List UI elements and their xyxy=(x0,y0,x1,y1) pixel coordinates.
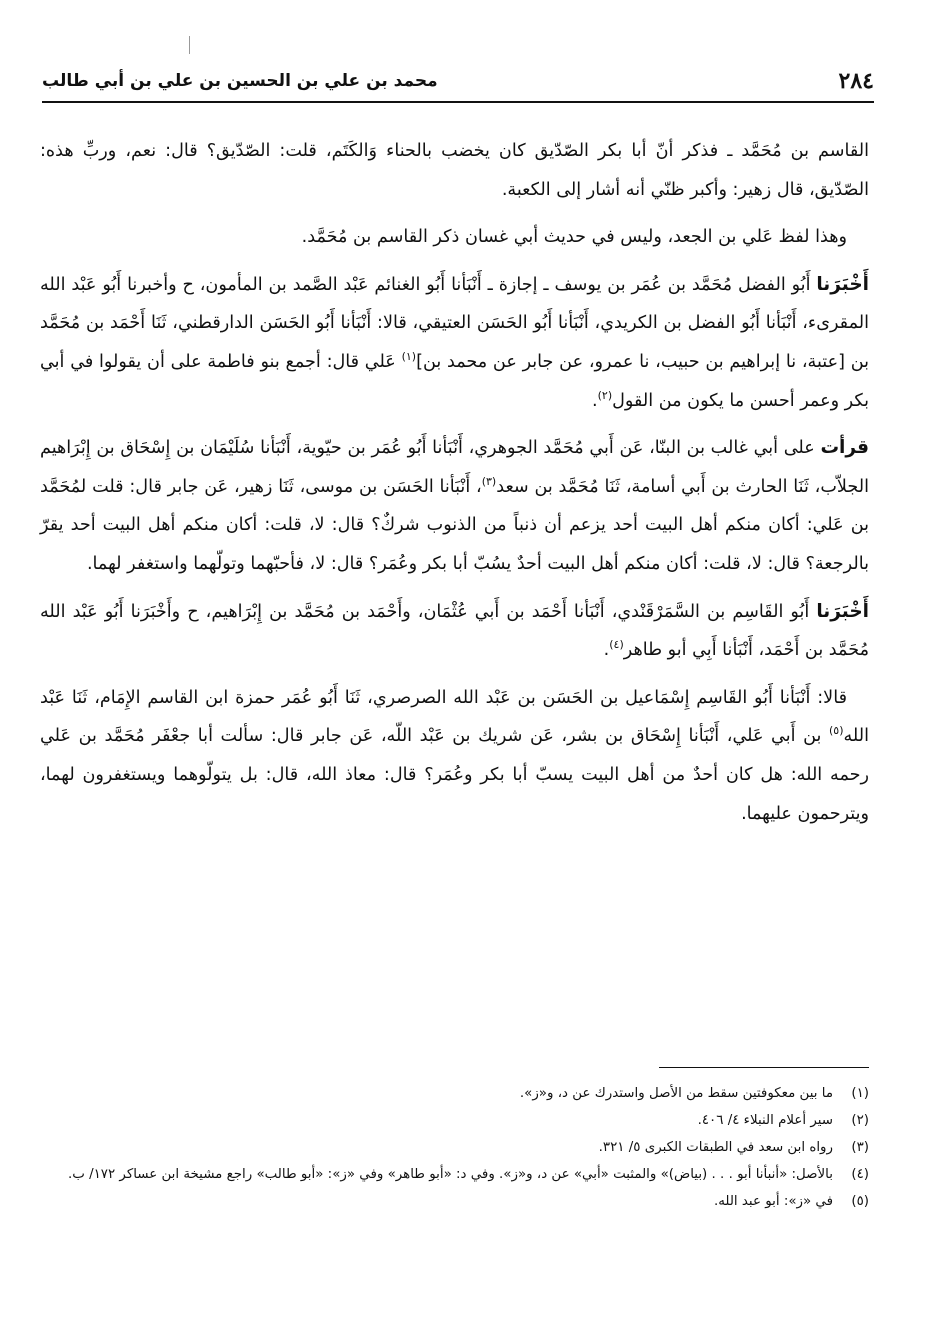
footnote-number: (٢) xyxy=(851,1113,869,1128)
paragraph-6-text-b: بن أَبي عَلي، أَنْبَأنا إِسْحَاق بن بشر، عَن شريك بن عَبْد اللّه، عَن جابر قال: سألت أبا جعْفَر مُحَمَّد بن عَلي رحمه الله: هل كان أحدٌ من أهل البيت يسبّ أبا بكر وعُمَر؟ قال: معاذ الله، قال: بل يتولّوهما ويستغفرون لهما، ويترحمون عليهما. xyxy=(40,726,869,824)
footnote-number: (١) xyxy=(851,1086,869,1101)
footnote-number: (٤) xyxy=(851,1167,869,1182)
main-text xyxy=(40,132,869,833)
paragraph-6 xyxy=(40,679,869,833)
gutter-mark xyxy=(189,36,190,54)
footnote-text: ما بين معكوفتين سقط من الأصل واستدرك عن د، و«ز». xyxy=(519,1086,833,1101)
paragraph-3 xyxy=(40,266,869,420)
footnote-text: بالأصل: «أنبأنا أبو . . . (بياض)» والمثبت «أبي» عن د، و«ز». وفي د: «أبو طاهر» وفي «ز»: «أبو طالب» راجع مشيخة ابن عساكر ١٧٢/ ب. xyxy=(67,1167,833,1182)
page-number: ٢٨٤ xyxy=(838,68,874,94)
footnote-2 xyxy=(40,1107,869,1134)
paragraph-3-text-a: أَبُو الفضل مُحَمَّد بن عُمَر بن يوسف ـ إجازة ـ أَنْبَأنا أَبُو الغنائم عَبْد الصَّمد بن المأمون، ح وأخبرنا أَبُو عَبْد الله المقرىء، أَنْبَأنا أَبُو الفضل بن الكريدي، أَنْبَأنا أَبُو الحَسَن العتيقي، قالا: أَنْبَأنا أَبُو الحَسَن الدارقطني، ثَنَا أَحْمَد بن مُحَمَّد بن [عتبة، نا إبراهيم بن حبيب، نا عمرو، عن جابر عن محمد بن] xyxy=(40,274,869,372)
footnote-number: (٥) xyxy=(851,1194,869,1209)
paragraph-1: القاسم بن مُحَمَّد ـ فذكر أنّ أبا بكر الصّدّيق كان يخضب بالحناء وَالكَتَم، قلت: الصّدّيق؟ قال: نعم، وربِّ هذه: الصّدّيق، قال زهير: وأكبر ظنّي أنه أشار إلى الكعبة. xyxy=(40,141,869,200)
footnote-5 xyxy=(40,1188,869,1215)
footnote-marker-2[interactable]: (٢) xyxy=(597,388,613,402)
running-title: محمد بن علي بن الحسين بن علي بن أبي طالب xyxy=(42,71,438,91)
footnote-4 xyxy=(40,1161,869,1188)
keyword-qaraat: قرأت xyxy=(820,437,869,459)
header-rule xyxy=(42,101,874,103)
footnote-marker-3[interactable]: (٣) xyxy=(481,474,497,488)
page-header xyxy=(42,64,874,98)
footnote-text: رواه ابن سعد في الطبقات الكبرى ٥/ ٣٢١. xyxy=(598,1140,833,1155)
footnote-marker-5[interactable]: (٥) xyxy=(828,724,844,738)
footnote-number: (٣) xyxy=(851,1140,869,1155)
footnote-text: سير أعلام النبلاء ٤/ ٤٠٦. xyxy=(697,1113,833,1128)
footnote-3 xyxy=(40,1134,869,1161)
paragraph-5-text-a: أَبُو القَاسِم بن السَّمَرْقَنْدي، أَنْبَأنا أَحْمَد بن أَبي عُثْمَان، وأَحْمَد بن مُحَمَّد بن إِبْرَاهيم، ح وأَخْبَرَنا أَبُو عَبْد الله مُحَمَّد بن أَحْمَد، أَنْبَأنا أَبِي أبو طاهر xyxy=(40,601,869,661)
footnotes xyxy=(40,1080,869,1215)
footnote-marker-4[interactable]: (٤) xyxy=(609,638,624,652)
keyword-akhbarana-2: أَخْبَرَنا xyxy=(816,600,869,622)
footnote-1 xyxy=(40,1080,869,1107)
paragraph-2: وهذا لفظ عَلي بن الجعد، وليس في حديث أبي غسان ذكر القاسم بن مُحَمَّد. xyxy=(301,227,847,248)
paragraph-4 xyxy=(40,429,869,583)
paragraph-4-text-a: على أبي غالب بن البنّا، عَن أَبي مُحَمَّد الجوهري، أَنْبَأنا أَبُو عُمَر بن حيّوية، أَنْبَأنا سُلَيْمَان بن إِسْحَاق بن إِبْرَاهيم الجلاّب، ثَنَا الحارث بن أَبي أسامة، ثَنَا مُحَمَّد بن سعد xyxy=(40,438,869,497)
paragraph-5 xyxy=(40,593,869,670)
footnote-marker-1[interactable]: (١) xyxy=(401,350,417,364)
paragraph-6-text-a: قالا: أَنْبَأنا أَبُو القَاسِم إِسْمَاعيل بن الحَسَن بن عَبْد الله الصرصري، ثَنَا أَبُو عُمَر حمزة ابن القاسم الإِمَام، ثَنَا عَبْد الله xyxy=(40,687,869,747)
paragraph-4-text-b: ، أَنْبَأنا الحَسَن بن موسى، ثَنَا زهير، عَن جابر قال: قلت لمُحَمَّد بن عَلي: أكان منكم أهل البيت أحد يزعم أن ذنباً من الذنوب شركٌ؟ قال: لا، قلت: أكان منكم أهل البيت أحد يقرّ بالرجعة؟ قال: لا، قلت: أكان منكم أهل البيت أحدٌ يسُبّ أبا بكر وعُمَر؟ قال: لا، فأحبّهما وتولّهما واستغفر لهما. xyxy=(40,476,869,574)
footnote-text: في «ز»: أبو عبد الله. xyxy=(713,1194,833,1209)
paragraph-3-text-b: عَلي قال: أجمع بنو فاطمة على أن يقولوا في أبي بكر وعمر أحسن ما يكون من القول xyxy=(40,351,869,411)
paragraph-3-text-c: . xyxy=(592,390,598,411)
paragraph-5-text-b: . xyxy=(603,640,610,661)
keyword-akhbarana: أَخْبَرَنا xyxy=(816,273,869,295)
footnote-rule xyxy=(659,1067,869,1068)
